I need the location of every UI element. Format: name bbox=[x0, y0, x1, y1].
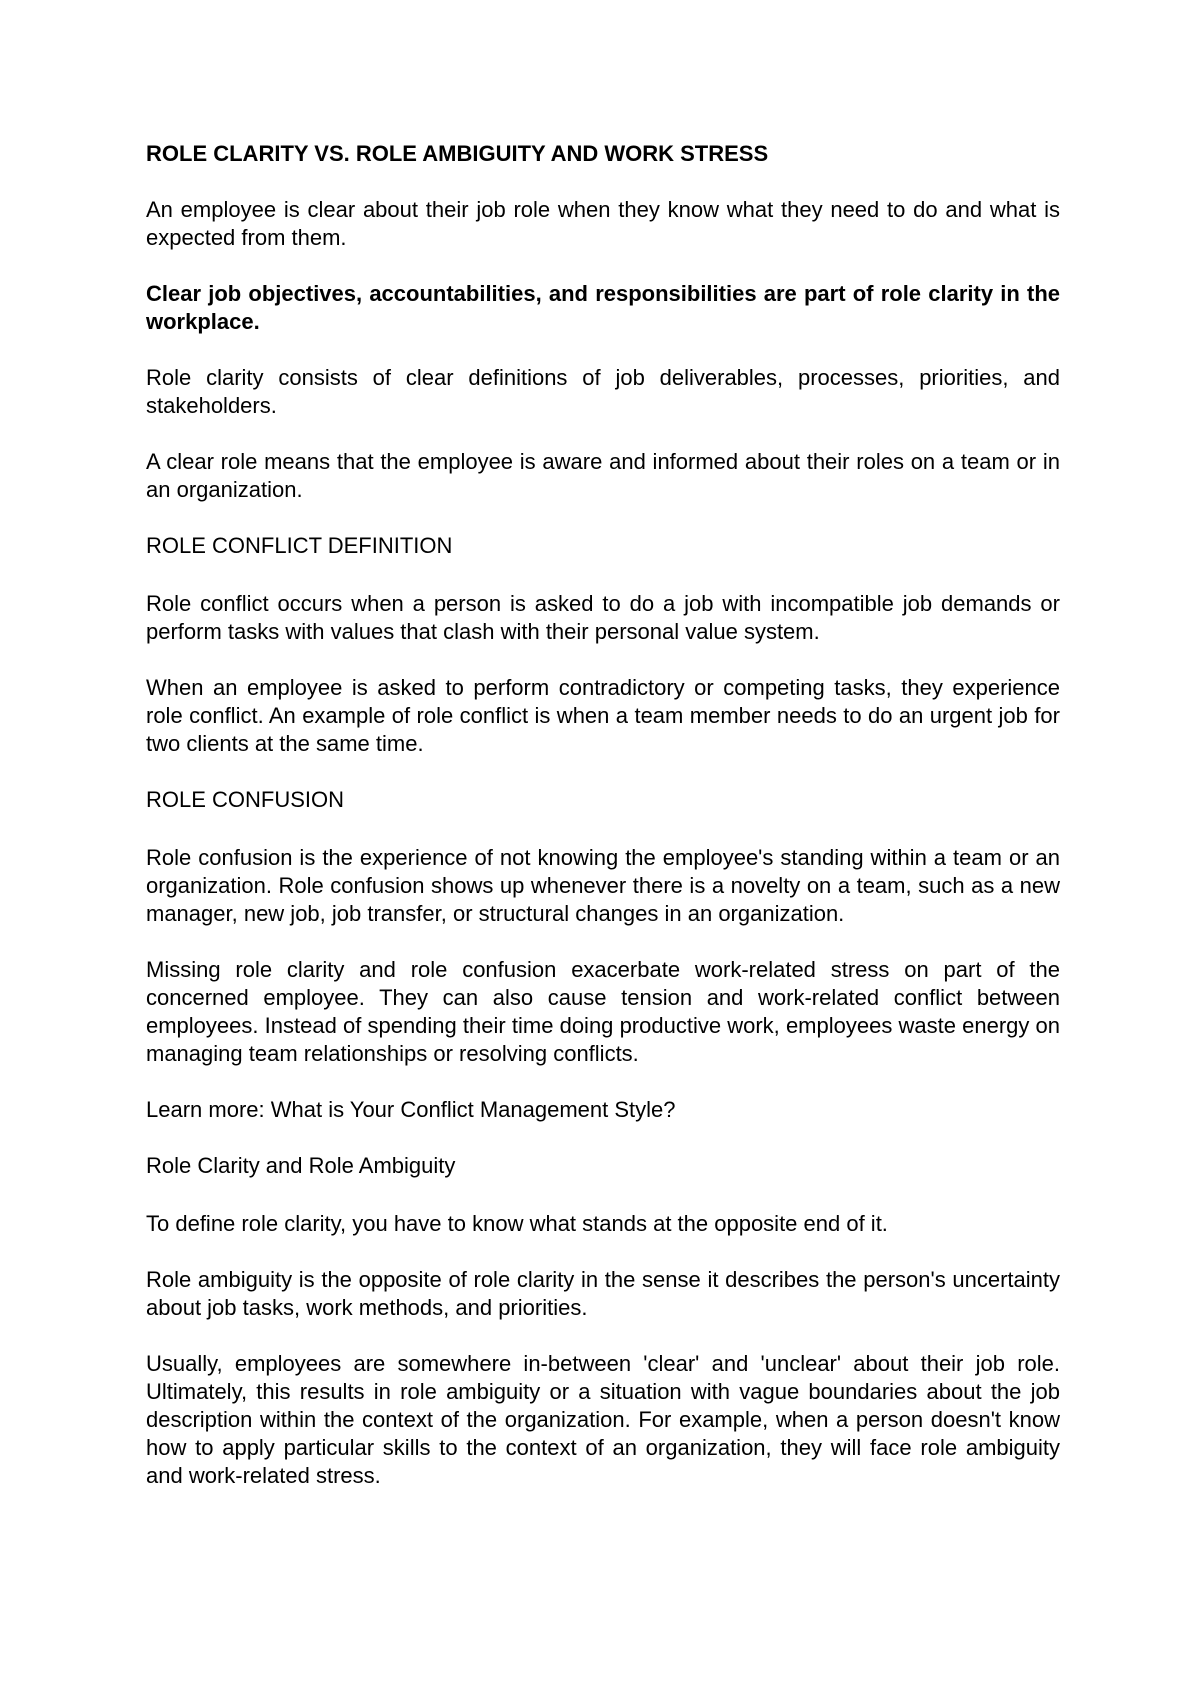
role-confusion-paragraph-2: Missing role clarity and role confusion exacerbate work-related stress on part of the concerned employee. They can also cause tension and work-related conflict between employees. Instead of spending their time doing productive work, employees waste energy on managing team relationships or resolving conflicts. bbox=[146, 957, 1060, 1066]
document-title: ROLE CLARITY VS. ROLE AMBIGUITY AND WORK STRESS bbox=[146, 141, 769, 166]
role-conflict-paragraph-1: Role conflict occurs when a person is asked to do a job with incompatible job demands or perform tasks with values that clash with their personal value system. bbox=[146, 591, 1060, 644]
clear-role-meaning: A clear role means that the employee is aware and informed about their roles on a team or in an organization. bbox=[146, 449, 1060, 502]
role-conflict-heading: ROLE CONFLICT DEFINITION bbox=[146, 533, 453, 558]
role-confusion-heading: ROLE CONFUSION bbox=[146, 787, 345, 812]
define-clarity-paragraph: To define role clarity, you have to know what stands at the opposite end of it. bbox=[146, 1211, 888, 1236]
role-clarity-definition: Role clarity consists of clear definitions of job deliverables, processes, priorities, and stakeholders. bbox=[146, 365, 1060, 418]
ambiguity-example-paragraph: Usually, employees are somewhere in-between 'clear' and 'unclear' about their job role. Ultimately, this results in role ambiguity or a situation with vague boundaries about the job description within the context of the organization. For example, when a person doesn't know how to apply particular skills to the context of an organization, they will face role ambiguity and work-related stress. bbox=[146, 1351, 1060, 1488]
intro-paragraph: An employee is clear about their job role when they know what they need to do and what is expected from them. bbox=[146, 197, 1060, 250]
ambiguity-heading: Role Clarity and Role Ambiguity bbox=[146, 1153, 456, 1178]
bold-statement: Clear job objectives, accountabilities, and responsibilities are part of role clarity in the workplace. bbox=[146, 281, 1060, 334]
role-conflict-paragraph-2: When an employee is asked to perform contradictory or competing tasks, they experience role conflict. An example of role conflict is when a team member needs to do an urgent job for two clients at the same time. bbox=[146, 675, 1060, 756]
learn-more-line: Learn more: What is Your Conflict Management Style? bbox=[146, 1097, 676, 1122]
role-confusion-paragraph-1: Role confusion is the experience of not knowing the employee's standing within a team or an organization. Role confusion shows up whenever there is a novelty on a team, such as a new manager, new job, job transfer, or structural changes in an organization. bbox=[146, 845, 1060, 926]
ambiguity-definition-paragraph: Role ambiguity is the opposite of role clarity in the sense it describes the person's uncertainty about job tasks, work methods, and priorities. bbox=[146, 1267, 1060, 1320]
document-page bbox=[146, 140, 1060, 1490]
